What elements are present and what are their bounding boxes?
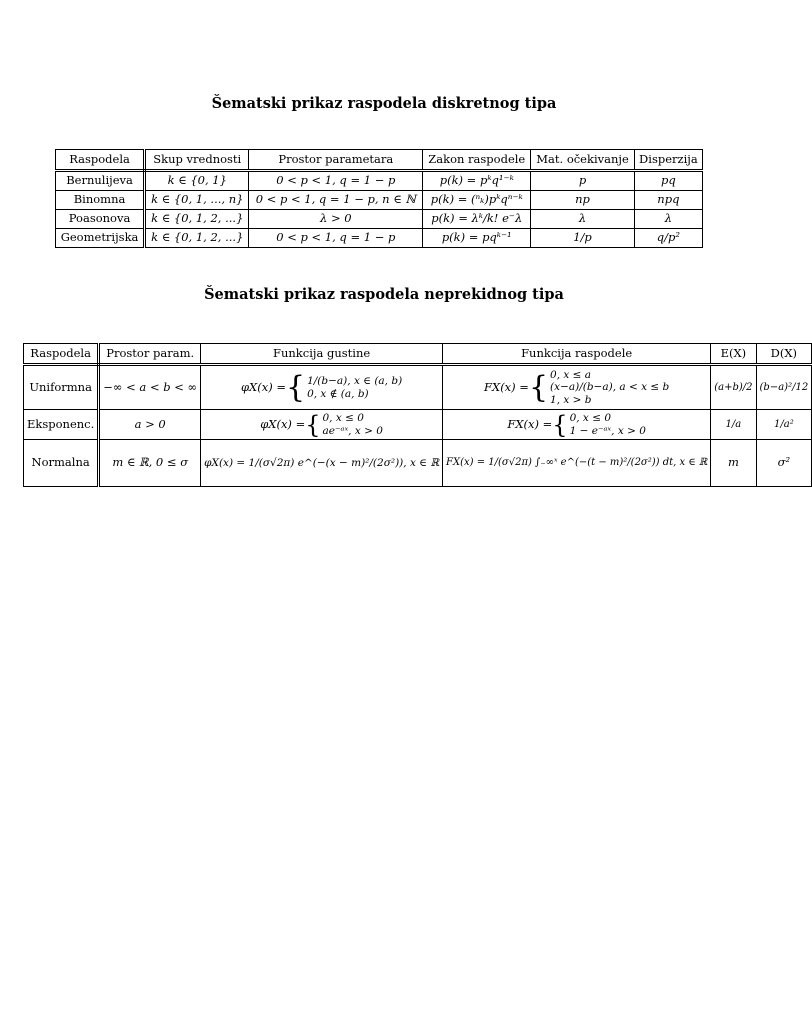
left-brace: { — [528, 369, 549, 405]
left-brace: { — [552, 410, 568, 439]
cdf-case: 0, x ≤ a — [550, 368, 592, 381]
table-row — [56, 210, 703, 229]
variance: pq — [634, 171, 702, 191]
density-function — [201, 410, 443, 440]
expectation: np — [531, 191, 634, 210]
density-case: 1/(b−a), x ∈ (a, b) — [307, 374, 403, 387]
continuous-title: Šematski prikaz raspodela neprekidnog tipa — [204, 286, 564, 303]
expectation: 1/a — [711, 410, 756, 440]
parameter-space: 0 < p < 1, q = 1 − p — [249, 171, 423, 191]
distribution-name: Normalna — [24, 440, 99, 487]
table-header-row — [24, 344, 812, 365]
value-set: k ∈ {0, 1} — [145, 171, 249, 191]
header-cell: Raspodela — [56, 150, 145, 171]
left-brace: { — [285, 369, 306, 405]
variance: 1/a² — [756, 410, 812, 440]
header-cell: Mat. očekivanje — [531, 150, 634, 171]
expectation: (a+b)/2 — [711, 365, 756, 410]
expectation: p — [531, 171, 634, 191]
cdf-lhs: FX(x) = — [507, 416, 553, 431]
table-header-row — [56, 150, 703, 171]
table-row — [56, 171, 703, 191]
cdf-case: 0, x ≤ 0 — [569, 411, 612, 424]
header-cell: D(X) — [756, 344, 812, 365]
table-row — [24, 410, 812, 440]
density-function: φX(x) = 1/(σ√2π) e^(−(x − m)²/(2σ²)), x ∈ ℝ — [201, 440, 443, 487]
cdf-case: 1 − e⁻ᵃˣ, x > 0 — [569, 424, 646, 437]
distribution-name: Binomna — [56, 191, 145, 210]
value-set: k ∈ {0, 1, ..., n} — [145, 191, 249, 210]
density-case: 0, x ≤ 0 — [322, 411, 364, 424]
density-case: ae⁻ᵃˣ, x > 0 — [322, 424, 383, 437]
density-lhs: φX(x) = — [260, 416, 306, 431]
left-brace: { — [305, 410, 321, 439]
header-cell: Prostor parametara — [249, 150, 423, 171]
distribution-name: Bernulijeva — [56, 171, 145, 191]
continuous-table — [23, 343, 812, 487]
distribution-name: Geometrijska — [56, 229, 145, 248]
table-row — [56, 229, 703, 248]
distribution-name: Poasonova — [56, 210, 145, 229]
expectation: 1/p — [531, 229, 634, 248]
variance: q/p² — [634, 229, 702, 248]
density-function — [201, 365, 443, 410]
cdf-function — [443, 365, 711, 410]
variance: (b−a)²/12 — [756, 365, 812, 410]
expectation: m — [711, 440, 756, 487]
parameter-space: 0 < p < 1, q = 1 − p — [249, 229, 423, 248]
distribution-name: Uniformna — [24, 365, 99, 410]
header-cell: Disperzija — [634, 150, 702, 171]
density-case: 0, x ∉ (a, b) — [307, 387, 369, 400]
discrete-table — [55, 149, 703, 248]
header-cell: Zakon raspodele — [423, 150, 531, 171]
cdf-lhs: FX(x) = — [484, 379, 529, 394]
parameter-space: λ > 0 — [249, 210, 423, 229]
variance: λ — [634, 210, 702, 229]
parameter-space: −∞ < a < b < ∞ — [99, 365, 201, 410]
header-cell: Funkcija gustine — [201, 344, 443, 365]
cdf-function: FX(x) = 1/(σ√2π) ∫₋∞ˣ e^(−(t − m)²/(2σ²)) dt, x ∈ ℝ — [443, 440, 711, 487]
header-cell: Skup vrednosti — [145, 150, 249, 171]
table-row — [24, 365, 812, 410]
table-row — [24, 440, 812, 487]
variance: npq — [634, 191, 702, 210]
header-cell: Raspodela — [24, 344, 99, 365]
value-set: k ∈ {0, 1, 2, ...} — [145, 229, 249, 248]
table-row — [56, 191, 703, 210]
distribution-law: p(k) = pqᵏ⁻¹ — [423, 229, 531, 248]
header-cell: Funkcija raspodele — [443, 344, 711, 365]
header-cell: E(X) — [711, 344, 756, 365]
discrete-title: Šematski prikaz raspodela diskretnog tipa — [211, 95, 557, 112]
parameter-space: m ∈ ℝ, 0 ≤ σ — [99, 440, 201, 487]
expectation: λ — [531, 210, 634, 229]
cdf-case: 1, x > b — [550, 393, 592, 406]
variance: σ² — [756, 440, 812, 487]
cdf-function — [443, 410, 711, 440]
cdf-case: (x−a)/(b−a), a < x ≤ b — [550, 381, 670, 394]
value-set: k ∈ {0, 1, 2, ...} — [145, 210, 249, 229]
parameter-space: 0 < p < 1, q = 1 − p, n ∈ ℕ — [249, 191, 423, 210]
distribution-law: p(k) = λᵏ/k! e⁻λ — [423, 210, 531, 229]
header-cell: Prostor param. — [99, 344, 201, 365]
distribution-law: p(k) = pᵏq¹⁻ᵏ — [423, 171, 531, 191]
distribution-name: Eksponenc. — [24, 410, 99, 440]
density-lhs: φX(x) = — [240, 379, 286, 394]
parameter-space: a > 0 — [99, 410, 201, 440]
distribution-law: p(k) = (ⁿₖ)pᵏqⁿ⁻ᵏ — [423, 191, 531, 210]
